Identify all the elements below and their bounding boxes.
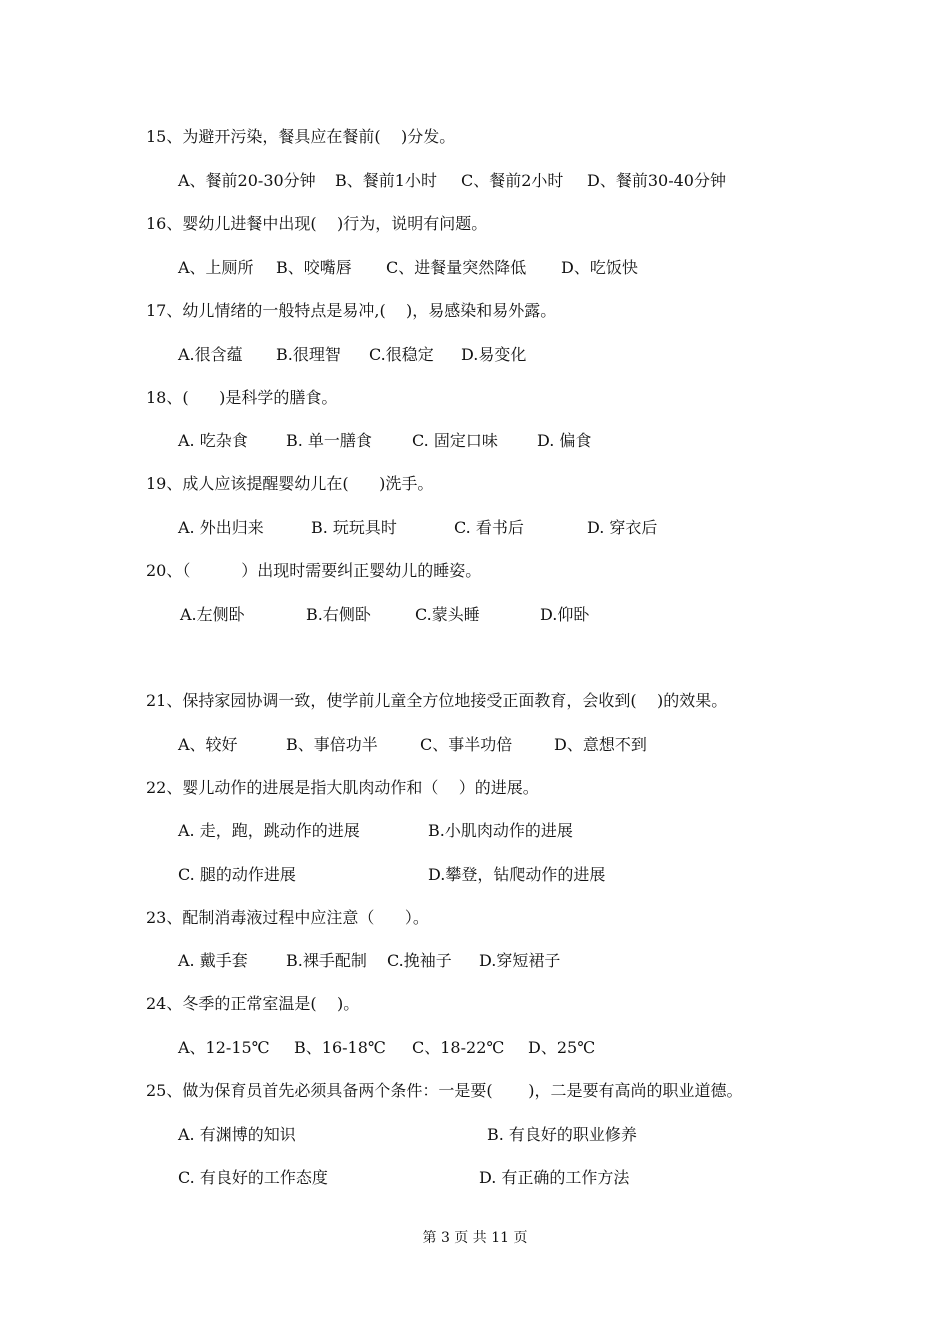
- option-17a: A.很含蕴: [178, 345, 243, 364]
- option-15c: C、餐前2小时: [461, 171, 564, 190]
- option-24a: A、12-15℃: [178, 1038, 270, 1057]
- option-19c: C. 看书后: [454, 518, 524, 537]
- option-16c: C、进餐量突然降低: [386, 258, 527, 277]
- option-15b: B、餐前1小时: [335, 171, 437, 190]
- option-25a: A. 有渊博的知识: [178, 1125, 296, 1144]
- question-22: 22、婴儿动作的进展是指大肌肉动作和（ ）的进展。: [146, 778, 539, 797]
- option-20c: C.蒙头睡: [415, 605, 480, 624]
- option-20b: B.右侧卧: [306, 605, 371, 624]
- option-22d: D.攀登，钻爬动作的进展: [428, 865, 606, 884]
- option-22c: C. 腿的动作进展: [178, 865, 296, 884]
- option-25b: B. 有良好的职业修养: [487, 1125, 637, 1144]
- option-16a: A、上厕所: [178, 258, 254, 277]
- option-18a: A. 吃杂食: [178, 431, 248, 450]
- option-25d: D. 有正确的工作方法: [479, 1168, 630, 1187]
- option-23b: B.裸手配制: [286, 951, 367, 970]
- option-19d: D. 穿衣后: [587, 518, 658, 537]
- question-17: 17、幼儿情绪的一般特点是易冲,( )，易感染和易外露。: [146, 301, 557, 320]
- question-19: 19、成人应该提醒婴幼儿在( )洗手。: [146, 474, 434, 493]
- option-17d: D.易变化: [461, 345, 527, 364]
- option-22a: A. 走，跑，跳动作的进展: [178, 821, 360, 840]
- option-24d: D、25℃: [528, 1038, 596, 1057]
- option-18b: B. 单一膳食: [286, 431, 372, 450]
- option-15a: A、餐前20-30分钟: [178, 171, 316, 190]
- question-21: 21、保持家园协调一致，使学前儿童全方位地接受正面教育，会收到( )的效果。: [146, 691, 728, 710]
- question-18: 18、( )是科学的膳食。: [146, 388, 338, 407]
- option-21b: B、事倍功半: [286, 735, 378, 754]
- option-23a: A. 戴手套: [178, 951, 248, 970]
- question-25: 25、做为保育员首先必须具备两个条件：一是要( )，二是要有高尚的职业道德。: [146, 1081, 743, 1100]
- option-20a: A.左侧卧: [180, 605, 245, 624]
- option-22b: B.小肌肉动作的进展: [428, 821, 573, 840]
- option-17b: B.很理智: [276, 345, 341, 364]
- page-footer: 第 3 页 共 11 页: [422, 1230, 528, 1246]
- question-20: 20、（ ）出现时需要纠正婴幼儿的睡姿。: [146, 561, 482, 580]
- option-20d: D.仰卧: [540, 605, 590, 624]
- option-18d: D. 偏食: [537, 431, 592, 450]
- option-19a: A. 外出归来: [178, 518, 264, 537]
- option-15d: D、餐前30-40分钟: [587, 171, 726, 190]
- option-24c: C、18-22℃: [412, 1038, 505, 1057]
- option-18c: C. 固定口味: [412, 431, 498, 450]
- option-17c: C.很稳定: [369, 345, 434, 364]
- option-21a: A、较好: [178, 735, 238, 754]
- option-16d: D、吃饭快: [561, 258, 638, 277]
- option-23c: C.挽袖子: [387, 951, 452, 970]
- question-15: 15、为避开污染，餐具应在餐前( )分发。: [146, 127, 456, 146]
- option-21c: C、事半功倍: [420, 735, 513, 754]
- option-24b: B、16-18℃: [294, 1038, 386, 1057]
- option-23d: D.穿短裙子: [479, 951, 561, 970]
- question-24: 24、冬季的正常室温是( )。: [146, 994, 360, 1013]
- question-16: 16、婴幼儿进餐中出现( )行为，说明有问题。: [146, 214, 488, 233]
- option-16b: B、咬嘴唇: [276, 258, 352, 277]
- option-21d: D、意想不到: [554, 735, 647, 754]
- option-25c: C. 有良好的工作态度: [178, 1168, 328, 1187]
- question-23: 23、配制消毒液过程中应注意（ ）。: [146, 908, 429, 927]
- option-19b: B. 玩玩具时: [311, 518, 397, 537]
